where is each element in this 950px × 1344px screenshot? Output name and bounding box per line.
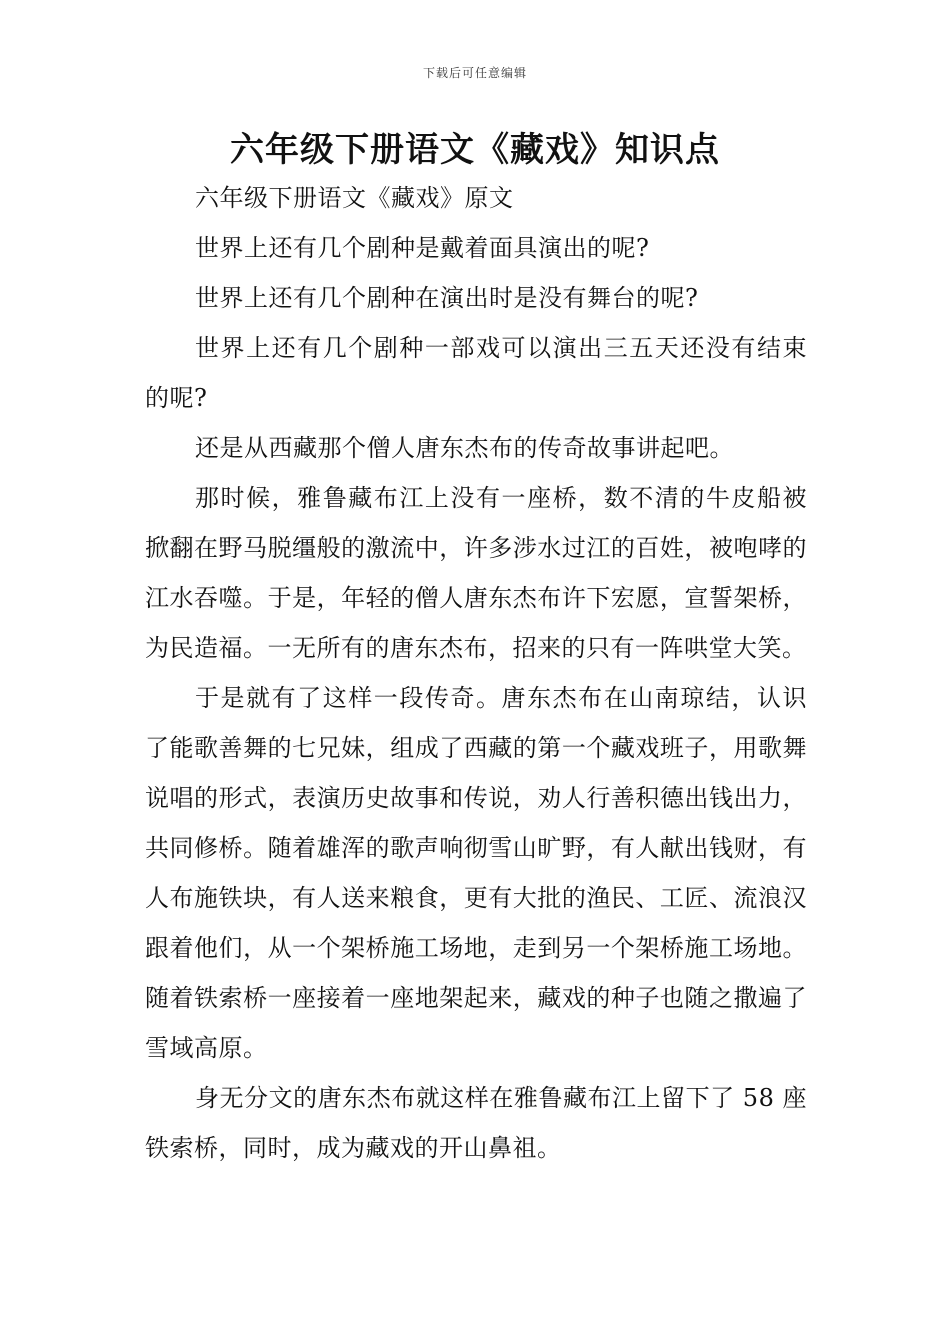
paragraph: 还是从西藏那个僧人唐东杰布的传奇故事讲起吧。	[195, 434, 734, 462]
paragraph: 六年级下册语文《藏戏》原文	[195, 184, 514, 212]
paragraph: 世界上还有几个剧种在演出时是没有舞台的呢?	[195, 284, 699, 312]
body-text	[145, 173, 807, 1173]
paragraph: 身无分文的唐东杰布就这样在雅鲁藏布江上留下了 58 座铁索桥，同时，成为藏戏的开山鼻祖。	[145, 1084, 807, 1162]
paragraph: 那时候，雅鲁藏布江上没有一座桥，数不清的牛皮船被掀翻在野马脱缰般的激流中，许多涉水过江的百姓，被咆哮的江水吞噬。于是，年轻的僧人唐东杰布许下宏愿，宣誓架桥，为民造福。一无所有的唐东杰布，招来的只有一阵哄堂大笑。	[145, 484, 807, 662]
paragraph: 于是就有了这样一段传奇。唐东杰布在山南琼结，认识了能歌善舞的七兄妹，组成了西藏的第一个藏戏班子，用歌舞说唱的形式，表演历史故事和传说，劝人行善积德出钱出力，共同修桥。随着雄浑的歌声响彻雪山旷野，有人献出钱财，有人布施铁块，有人送来粮食，更有大批的渔民、工匠、流浪汉跟着他们，从一个架桥施工场地，走到另一个架桥施工场地。随着铁索桥一座接着一座地架起来，藏戏的种子也随之撒遍了雪域高原。	[145, 684, 807, 1062]
paragraph: 世界上还有几个剧种是戴着面具演出的呢?	[195, 234, 650, 262]
page-title: 六年级下册语文《藏戏》知识点	[230, 130, 720, 170]
header-note: 下载后可任意编辑	[422, 66, 527, 80]
paragraph: 世界上还有几个剧种一部戏可以演出三五天还没有结束的呢?	[145, 334, 807, 412]
